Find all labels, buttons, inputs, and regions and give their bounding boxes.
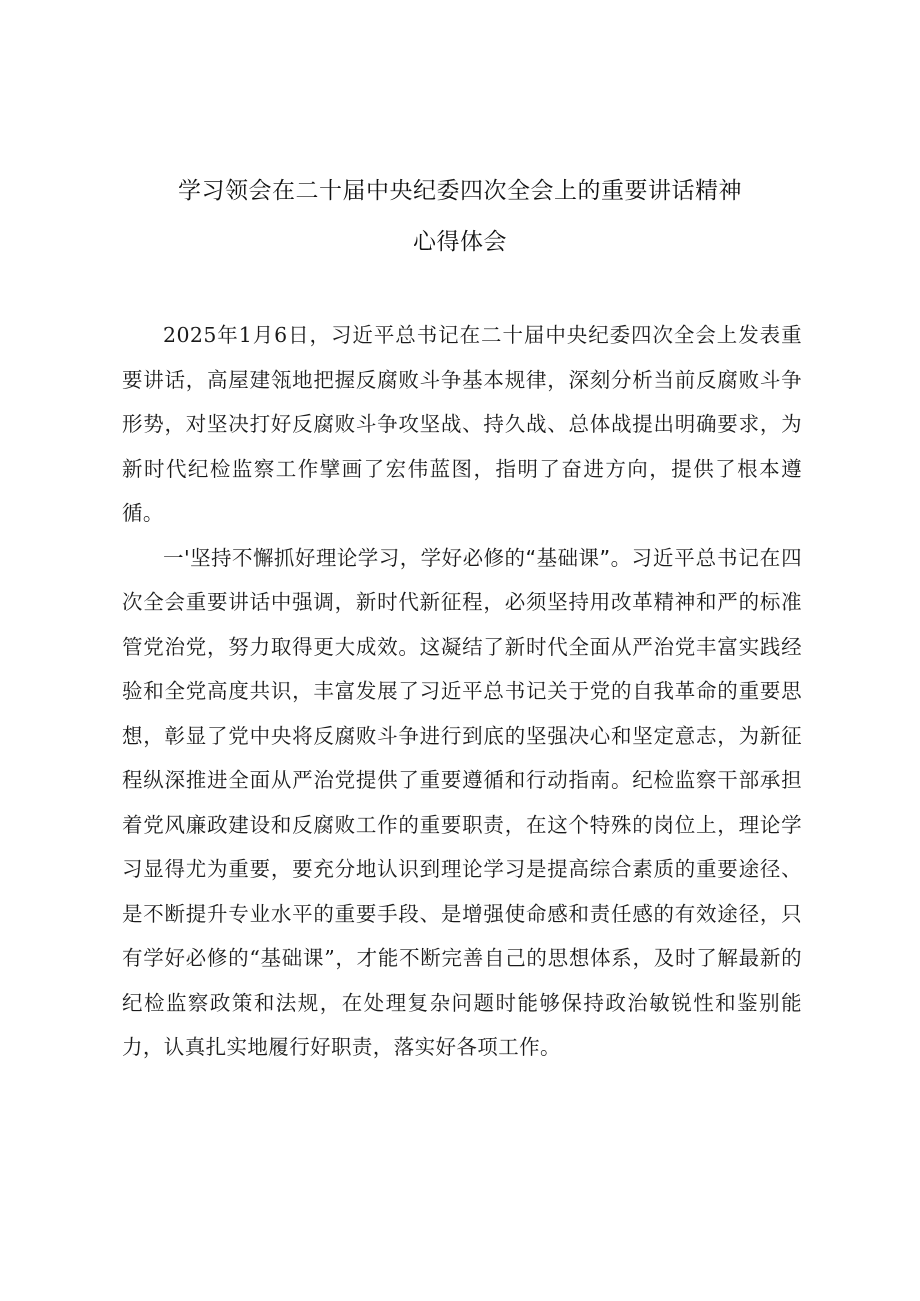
document-body xyxy=(122,313,802,1070)
intro-paragraph: 2025年1月6日，习近平总书记在二十届中央纪委四次全会上发表重要讲话，高屋建瓴地把握反腐败斗争基本规律，深刻分析当前反腐败斗争形势，对坚决打好反腐败斗争攻坚战、持久战、总体战提出明确要求，为新时代纪检监察工作擘画了宏伟蓝图，指明了奋进方向，提供了根本遵循。 xyxy=(122,323,802,525)
document-title-line-1: 学习领会在二十届中央纪委四次全会上的重要讲话精神 xyxy=(178,178,742,204)
section-1-paragraph xyxy=(122,536,802,1070)
section-1-heading: 一'坚持不懈抓好理论学习，学好必修的“基础课”。 xyxy=(163,545,632,570)
section-1-body: 习近平总书记在四次全会重要讲话中强调，新时代新征程，必须坚持用改革精神和严的标准管党治党，努力取得更大成效。这凝结了新时代全面从严治党丰富实践经验和全党高度共识，丰富发展了习近平总书记关于党的自我革命的重要思想，彰显了党中央将反腐败斗争进行到底的坚强决心和坚定意志，为新征程纵深推进全面从严治党提供了重要遵循和行动指南。纪检监察干部承担着党风廉政建设和反腐败工作的重要职责，在这个特殊的岗位上，理论学习显得尤为重要，要充分地认识到理论学习是提高综合素质的重要途径、是不断提升专业水平的重要手段、是增强使命感和责任感的有效途径，只有学好必修的“基础课”，才能不断完善自己的思想体系，及时了解最新的纪检监察政策和法规，在处理复杂问题时能够保持政治敏锐性和鉴别能力，认真扎实地履行好职责，落实好各项工作。 xyxy=(122,545,803,1059)
document-title-line-2: 心得体会 xyxy=(413,229,507,255)
